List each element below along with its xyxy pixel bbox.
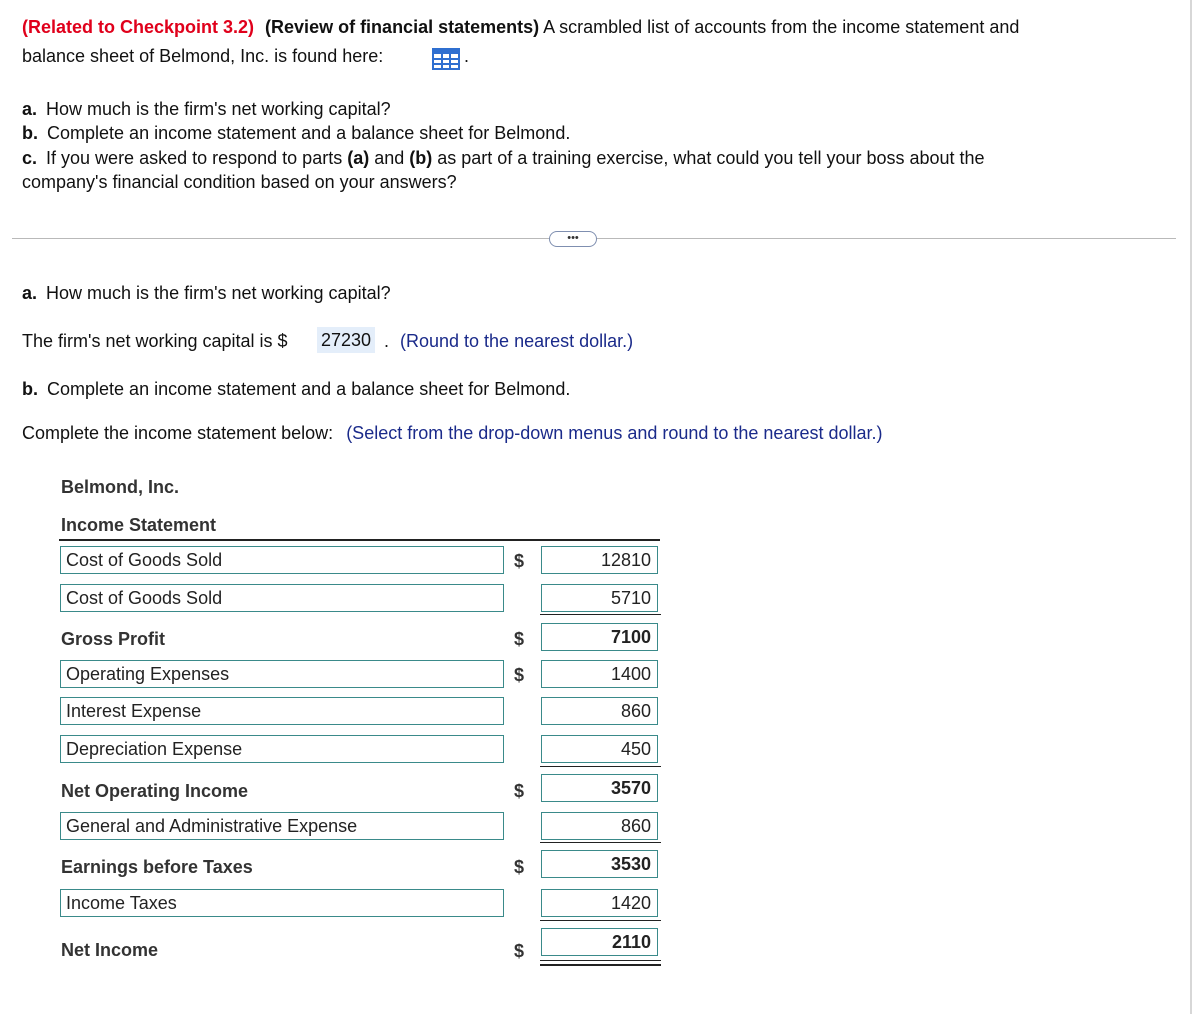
part-c-text-2: as part of a training exercise, what could you tell your boss about the <box>432 148 985 168</box>
period: . <box>464 46 470 66</box>
answer-a-prefix: The firm's net working capital is $ <box>22 331 288 351</box>
answer-b-prompt-line <box>22 423 883 444</box>
part-c-question <box>22 148 985 169</box>
account-select-7[interactable]: Income Taxes <box>60 889 504 917</box>
part-c-question-cont: company's financial condition based on your answers? <box>22 172 457 192</box>
subtotal-rule <box>540 842 661 843</box>
dollar-sign: $ <box>514 941 525 961</box>
answer-a-question <box>22 283 391 304</box>
answer-a-letter: a. <box>22 283 38 303</box>
account-select-4[interactable]: Interest Expense <box>60 697 504 725</box>
net-working-capital-answer[interactable]: 27230 <box>317 327 375 353</box>
dollar-sign: $ <box>514 781 525 801</box>
checkpoint-ref: (Related to Checkpoint 3.2) <box>22 17 255 37</box>
amount-input-6[interactable]: 860 <box>541 812 658 840</box>
net-income-label: Net Income <box>61 940 159 960</box>
answer-b-text: Complete an income statement and a balance sheet for Belmond. <box>47 379 571 399</box>
account-select-3[interactable]: Operating Expenses <box>60 660 504 688</box>
question-intro-2: balance sheet of Belmond, Inc. is found here: <box>22 46 384 66</box>
question-line-2 <box>22 46 383 67</box>
question-line-1 <box>22 17 1019 38</box>
part-a-text: How much is the firm's net working capital? <box>46 99 391 119</box>
part-b-question <box>22 123 570 144</box>
amount-input-3[interactable]: 1400 <box>541 660 658 688</box>
earnings-before-taxes-input[interactable]: 3530 <box>541 850 658 878</box>
amount-input-1[interactable]: 12810 <box>541 546 658 574</box>
amount-input-7[interactable]: 1420 <box>541 889 658 917</box>
answer-a-text: How much is the firm's net working capital? <box>46 283 391 303</box>
part-c-ref-a: (a) <box>347 148 370 168</box>
answer-b-question <box>22 379 570 400</box>
dollar-sign: $ <box>514 665 525 685</box>
scroll-edge <box>1190 0 1192 1014</box>
part-c-letter: c. <box>22 148 38 168</box>
net-operating-income-input[interactable]: 3570 <box>541 774 658 802</box>
amount-input-5[interactable]: 450 <box>541 735 658 763</box>
dollar-sign: $ <box>514 857 525 877</box>
part-c-ref-b: (b) <box>409 148 433 168</box>
part-c-mid: and <box>369 148 410 168</box>
earnings-before-taxes-label: Earnings before Taxes <box>61 857 253 877</box>
dollar-sign: $ <box>514 629 525 649</box>
gross-profit-input[interactable]: 7100 <box>541 623 658 651</box>
account-select-5[interactable]: Depreciation Expense <box>60 735 504 763</box>
part-b-letter: b. <box>22 123 38 143</box>
net-operating-income-label: Net Operating Income <box>61 781 249 801</box>
question-topic: (Review of financial statements) <box>265 17 540 37</box>
expand-more-button[interactable]: ••• <box>549 231 597 247</box>
gross-profit-label: Gross Profit <box>61 629 166 649</box>
account-select-2[interactable]: Cost of Goods Sold <box>60 584 504 612</box>
part-a-letter: a. <box>22 99 38 119</box>
subtotal-rule <box>540 766 661 767</box>
amount-input-4[interactable]: 860 <box>541 697 658 725</box>
subtotal-rule <box>540 920 661 921</box>
net-income-input[interactable]: 2110 <box>541 928 658 956</box>
double-rule-bottom <box>540 964 661 966</box>
account-select-6[interactable]: General and Administrative Expense <box>60 812 504 840</box>
double-rule-top <box>540 960 661 961</box>
question-intro-1: A scrambled list of accounts from the income statement and <box>539 17 1020 37</box>
answer-b-hint: (Select from the drop-down menus and round to the nearest dollar.) <box>346 423 883 443</box>
table-grid-icon[interactable] <box>432 47 460 71</box>
header-rule <box>59 539 660 541</box>
answer-a-suffix: . <box>384 331 390 351</box>
account-select-1[interactable]: Cost of Goods Sold <box>60 546 504 574</box>
statement-title: Income Statement <box>61 515 217 535</box>
answer-b-prompt: Complete the income statement below: <box>22 423 334 443</box>
answer-a-hint: (Round to the nearest dollar.) <box>400 331 634 351</box>
part-b-text: Complete an income statement and a balance sheet for Belmond. <box>47 123 571 143</box>
company-name: Belmond, Inc. <box>61 477 180 497</box>
dollar-sign: $ <box>514 551 525 571</box>
part-a-question <box>22 99 391 120</box>
subtotal-rule <box>540 614 661 615</box>
amount-input-2[interactable]: 5710 <box>541 584 658 612</box>
part-c-text-1: If you were asked to respond to parts <box>46 148 348 168</box>
answer-b-letter: b. <box>22 379 38 399</box>
